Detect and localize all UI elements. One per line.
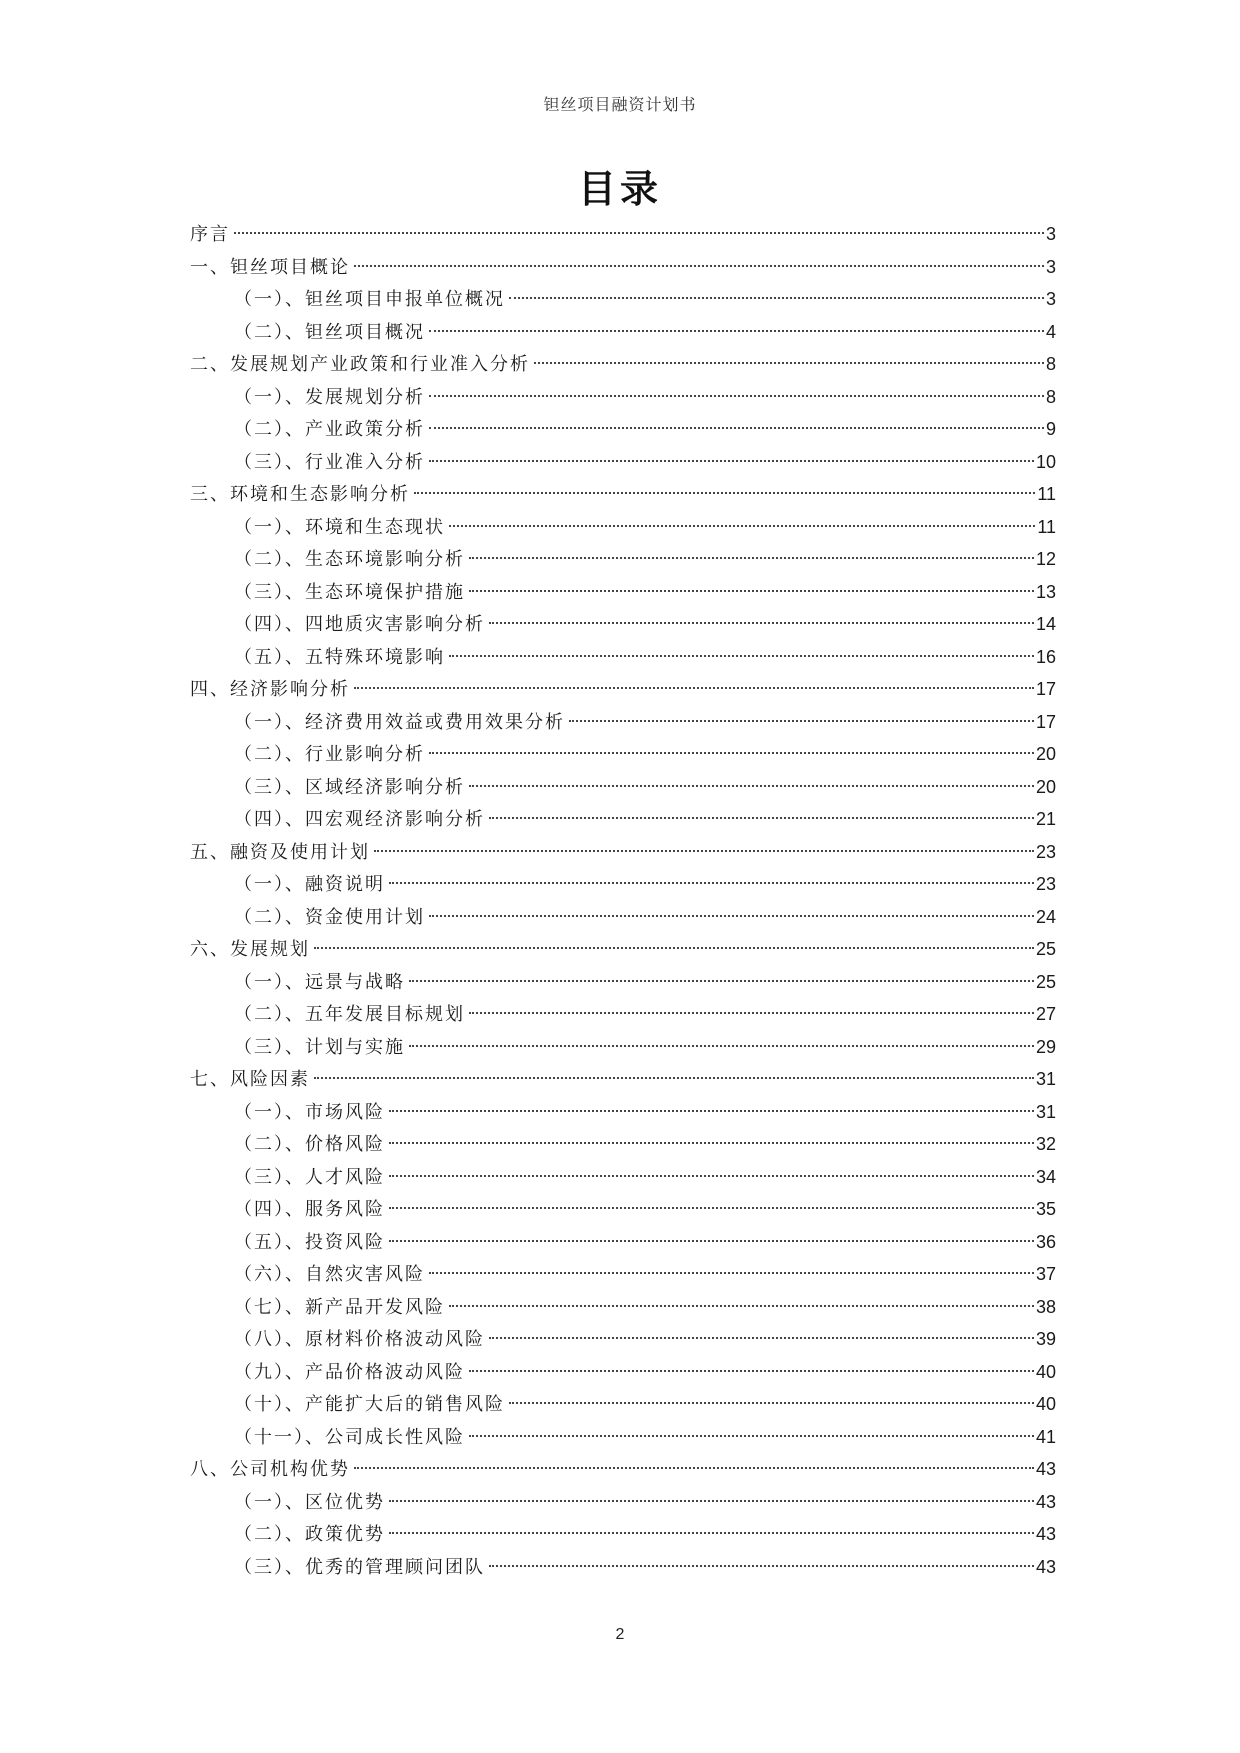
toc-dot-leader <box>389 1498 1034 1502</box>
toc-dot-leader <box>509 1400 1034 1404</box>
toc-entry-page: 38 <box>1035 1296 1056 1317</box>
toc-entry[interactable] <box>190 1388 1056 1421</box>
toc-dot-leader <box>314 1075 1034 1079</box>
toc-dot-leader <box>469 555 1034 559</box>
toc-entry[interactable] <box>190 803 1056 836</box>
toc-entry[interactable] <box>190 901 1056 934</box>
toc-entry-label: 二、发展规划产业政策和行业准入分析 <box>190 354 530 375</box>
toc-entry-label: 五、融资及使用计划 <box>190 841 370 863</box>
toc-dot-leader <box>449 1303 1034 1307</box>
toc-dot-leader <box>449 523 1035 527</box>
toc-dot-leader <box>429 750 1034 754</box>
toc-dot-leader <box>409 978 1034 982</box>
toc-entry-label: 序言 <box>190 224 230 245</box>
toc-entry[interactable] <box>190 576 1056 609</box>
toc-entry-page: 40 <box>1035 1361 1056 1382</box>
toc-entry-label: 三、环境和生态影响分析 <box>190 484 410 505</box>
toc-entry[interactable] <box>190 868 1056 901</box>
toc-entry[interactable] <box>190 478 1056 511</box>
toc-entry-label: （七）、新产品开发风险 <box>234 1296 445 1318</box>
toc-dot-leader <box>469 1368 1034 1372</box>
toc-entry-label: （五）、投资风险 <box>234 1231 385 1253</box>
toc-entry-page: 17 <box>1035 679 1056 699</box>
toc-dot-leader <box>389 880 1034 884</box>
toc-entry-label: 七、风险因素 <box>190 1069 310 1090</box>
toc-entry-label: （二）、钽丝项目概况 <box>234 321 425 343</box>
toc-entry-page: 29 <box>1035 1036 1056 1057</box>
toc-entry[interactable] <box>190 738 1056 771</box>
toc-entry[interactable] <box>190 966 1056 999</box>
toc-entry[interactable] <box>190 706 1056 739</box>
toc-entry-page: 39 <box>1035 1329 1056 1349</box>
toc-entry-label: （二）、行业影响分析 <box>234 744 425 765</box>
toc-entry[interactable] <box>190 218 1056 251</box>
toc-entry[interactable] <box>190 608 1056 641</box>
toc-entry[interactable] <box>190 1421 1056 1454</box>
toc-dot-leader <box>489 620 1034 624</box>
toc-entry-page: 17 <box>1035 711 1056 732</box>
toc-entry-label: 四、经济影响分析 <box>190 679 350 700</box>
toc-entry[interactable] <box>190 998 1056 1031</box>
toc-entry-page: 37 <box>1035 1264 1056 1284</box>
toc-dot-leader <box>469 1010 1034 1014</box>
toc-entry[interactable] <box>190 446 1056 479</box>
toc-entry-label: （一）、区位优势 <box>234 1491 385 1513</box>
toc-entry-page: 24 <box>1035 906 1056 927</box>
toc-entry-label: （九）、产品价格波动风险 <box>234 1361 465 1383</box>
toc-entry[interactable] <box>190 771 1056 804</box>
toc-dot-leader <box>389 1108 1034 1112</box>
toc-entry-page: 8 <box>1045 386 1056 407</box>
toc-entry[interactable] <box>190 316 1056 349</box>
toc-dot-leader <box>354 263 1044 267</box>
toc-entry-page: 36 <box>1035 1231 1056 1252</box>
toc-dot-leader <box>389 1530 1034 1534</box>
toc-dot-leader <box>389 1140 1034 1144</box>
toc-entry-page: 43 <box>1035 1556 1056 1577</box>
toc-entry-page: 4 <box>1045 321 1056 342</box>
toc-dot-leader <box>429 1270 1034 1274</box>
toc-entry[interactable] <box>190 283 1056 316</box>
toc-dot-leader <box>234 230 1044 234</box>
toc-entry[interactable] <box>190 1161 1056 1194</box>
toc-dot-leader <box>429 328 1044 332</box>
toc-entry-page: 23 <box>1035 841 1056 862</box>
toc-entry-page: 16 <box>1035 646 1056 667</box>
toc-entry-page: 25 <box>1035 939 1056 959</box>
toc-entry[interactable] <box>190 1486 1056 1519</box>
toc-entry-page: 35 <box>1035 1199 1056 1219</box>
toc-dot-leader <box>374 848 1034 852</box>
toc-dot-leader <box>429 393 1044 397</box>
toc-entry-page: 31 <box>1035 1069 1056 1089</box>
toc-entry-label: （一）、远景与战略 <box>234 971 405 993</box>
toc-entry[interactable] <box>190 1323 1056 1356</box>
toc-dot-leader <box>489 1335 1034 1339</box>
toc-entry[interactable] <box>190 381 1056 414</box>
toc-entry-label: （二）、产业政策分析 <box>234 419 425 440</box>
toc-entry[interactable] <box>190 1031 1056 1064</box>
toc-dot-leader <box>354 1465 1034 1469</box>
toc-entry-label: （四）、四地质灾害影响分析 <box>234 614 485 635</box>
toc-entry-page: 11 <box>1037 484 1056 504</box>
toc-entry[interactable] <box>190 1128 1056 1161</box>
toc-entry-label: （二）、生态环境影响分析 <box>234 549 465 570</box>
toc-entry[interactable] <box>190 543 1056 576</box>
toc-entry-label: （二）、资金使用计划 <box>234 906 425 928</box>
toc-entry-page: 20 <box>1035 776 1056 797</box>
toc-dot-leader <box>429 913 1034 917</box>
toc-entry[interactable] <box>190 1226 1056 1259</box>
toc-entry-label: （四）、四宏观经济影响分析 <box>234 809 485 830</box>
toc-entry[interactable] <box>190 1291 1056 1324</box>
toc-dot-leader <box>469 783 1034 787</box>
toc-entry-label: （一）、钽丝项目申报单位概况 <box>234 289 505 310</box>
toc-entry-page: 27 <box>1035 1004 1056 1024</box>
toc-entry[interactable] <box>190 933 1056 966</box>
toc-entry[interactable] <box>190 1453 1056 1486</box>
toc-entry[interactable] <box>190 511 1056 544</box>
toc-entry-label: （一）、市场风险 <box>234 1101 385 1123</box>
toc-entry-label: （一）、环境和生态现状 <box>234 516 445 538</box>
toc-entry-label: （五）、五特殊环境影响 <box>234 646 445 668</box>
toc-entry-page: 9 <box>1045 419 1056 439</box>
toc-entry-label: 一、钽丝项目概论 <box>190 256 350 278</box>
toc-entry-page: 43 <box>1035 1524 1056 1544</box>
toc-entry-label: （一）、发展规划分析 <box>234 386 425 408</box>
toc-entry-page: 40 <box>1035 1394 1056 1414</box>
toc-entry-label: （三）、行业准入分析 <box>234 451 425 473</box>
toc-entry[interactable] <box>190 1518 1056 1551</box>
toc-entry-page: 25 <box>1035 971 1056 992</box>
toc-entry-page: 31 <box>1035 1101 1056 1122</box>
toc-dot-leader <box>469 1433 1034 1437</box>
toc-title: 目录 <box>577 167 662 211</box>
toc-dot-leader <box>534 360 1044 364</box>
toc-dot-leader <box>489 815 1034 819</box>
toc-entry-label: （三）、优秀的管理顾问团队 <box>234 1556 485 1578</box>
toc-entry-label: （八）、原材料价格波动风险 <box>234 1329 485 1350</box>
toc-entry-label: （二）、价格风险 <box>234 1134 385 1155</box>
toc-entry[interactable] <box>190 836 1056 869</box>
toc-dot-leader <box>489 1563 1034 1567</box>
toc-entry-page: 14 <box>1035 614 1056 634</box>
page-number: 2 <box>615 1626 625 1643</box>
toc-entry-page: 43 <box>1035 1491 1056 1512</box>
toc-entry[interactable] <box>190 251 1056 284</box>
toc-entry-label: （二）、五年发展目标规划 <box>234 1004 465 1025</box>
toc-dot-leader <box>389 1205 1034 1209</box>
toc-entry-page: 34 <box>1035 1166 1056 1187</box>
toc-entry-page: 3 <box>1045 256 1056 277</box>
toc-entry-page: 3 <box>1045 289 1056 309</box>
toc-entry-label: （十）、产能扩大后的销售风险 <box>234 1394 505 1415</box>
toc-entry-page: 21 <box>1035 809 1056 829</box>
toc-entry[interactable] <box>190 1258 1056 1291</box>
toc-dot-leader <box>314 945 1034 949</box>
toc-entry[interactable] <box>190 348 1056 381</box>
toc-dot-leader <box>469 588 1034 592</box>
toc-dot-leader <box>449 653 1034 657</box>
toc-entry-page: 11 <box>1037 516 1056 537</box>
toc-entry-label: （三）、区域经济影响分析 <box>234 776 465 798</box>
toc-dot-leader <box>354 685 1034 689</box>
toc-entry-page: 3 <box>1045 224 1056 244</box>
toc-entry-page: 12 <box>1035 549 1056 569</box>
toc-dot-leader <box>389 1238 1034 1242</box>
toc-entry-page: 32 <box>1035 1134 1056 1154</box>
toc-entry-page: 23 <box>1035 874 1056 894</box>
toc-entry[interactable] <box>190 413 1056 446</box>
toc-entry[interactable] <box>190 641 1056 674</box>
toc-entry-label: 六、发展规划 <box>190 939 310 960</box>
toc-entry-page: 8 <box>1045 354 1056 374</box>
toc-dot-leader <box>569 718 1034 722</box>
toc-entry-page: 41 <box>1035 1426 1056 1447</box>
toc-dot-leader <box>389 1173 1034 1177</box>
toc-entry-page: 13 <box>1035 581 1056 602</box>
toc-entry-page: 20 <box>1035 744 1056 764</box>
toc-entry-label: （二）、政策优势 <box>234 1524 385 1545</box>
toc-entry[interactable] <box>190 1356 1056 1389</box>
toc-entry-label: （三）、生态环境保护措施 <box>234 581 465 603</box>
toc-entry-label: （三）、计划与实施 <box>234 1036 405 1058</box>
toc-entry-label: （一）、融资说明 <box>234 874 385 895</box>
toc-dot-leader <box>414 490 1035 494</box>
toc-entry[interactable] <box>190 1551 1056 1584</box>
toc-entry-label: （三）、人才风险 <box>234 1166 385 1188</box>
toc-entry-label: （十一）、公司成长性风险 <box>234 1426 465 1448</box>
running-header: 钽丝项目融资计划书 <box>543 95 697 114</box>
toc-entry[interactable] <box>190 1096 1056 1129</box>
toc-entry[interactable] <box>190 673 1056 706</box>
toc-entry-label: （六）、自然灾害风险 <box>234 1264 425 1285</box>
toc-entry-label: （四）、服务风险 <box>234 1199 385 1220</box>
toc-entry-page: 10 <box>1035 451 1056 472</box>
toc-entry-label: （一）、经济费用效益或费用效果分析 <box>234 711 565 733</box>
toc-entry[interactable] <box>190 1193 1056 1226</box>
toc-dot-leader <box>509 295 1044 299</box>
table-of-contents <box>190 218 1056 1583</box>
toc-entry[interactable] <box>190 1063 1056 1096</box>
toc-dot-leader <box>429 458 1034 462</box>
toc-entry-page: 43 <box>1035 1459 1056 1479</box>
toc-dot-leader <box>409 1043 1034 1047</box>
toc-dot-leader <box>429 425 1044 429</box>
toc-entry-label: 八、公司机构优势 <box>190 1459 350 1480</box>
